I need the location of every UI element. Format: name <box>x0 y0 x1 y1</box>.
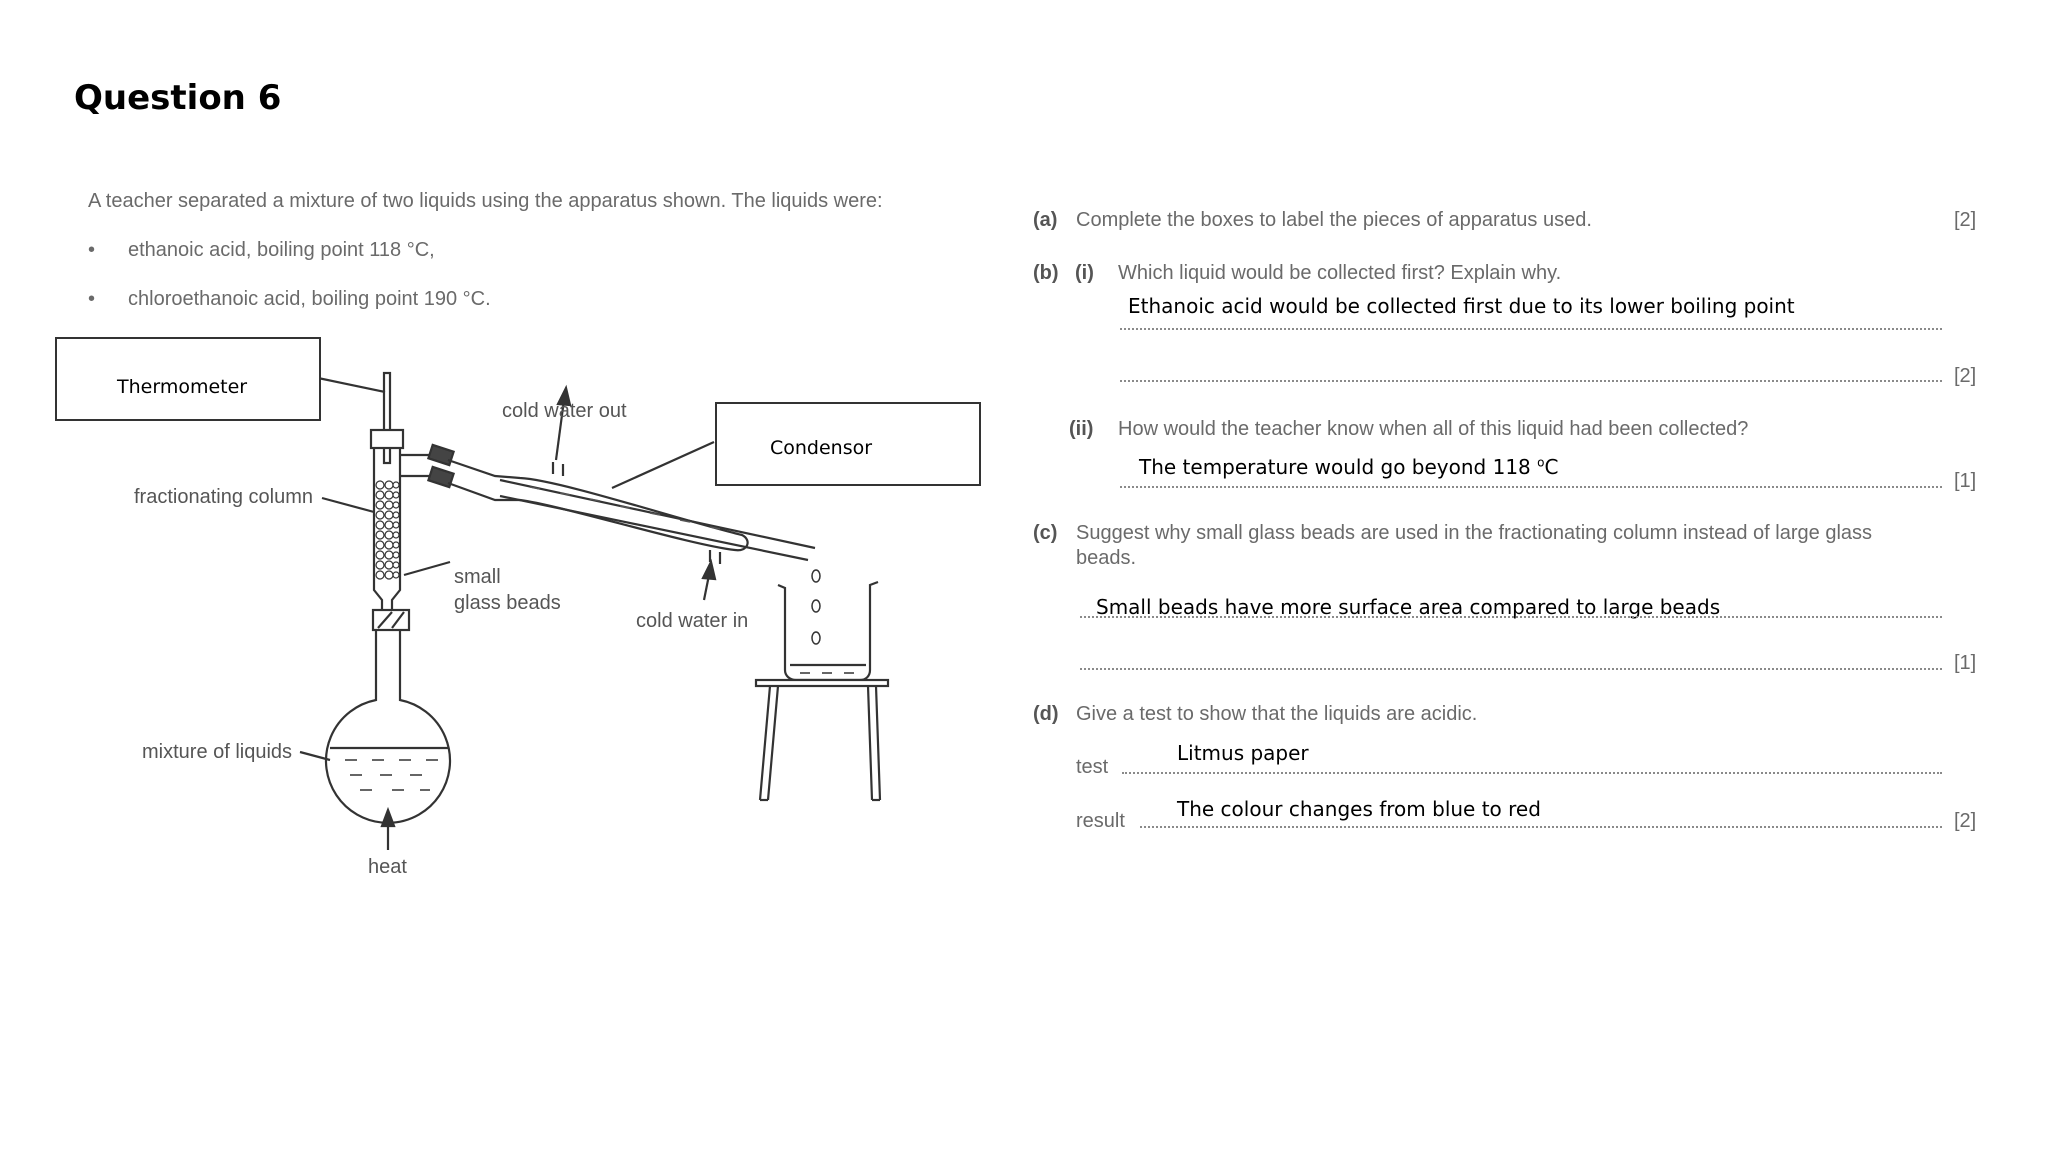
question-c-text-line1: Suggest why small glass beads are used in the fractionating column instead of large glass <box>1076 522 1873 544</box>
question-a-marks: [2] <box>1954 209 1977 231</box>
answer-b-ii-text: The temperature would go beyond 118 <box>1139 455 1538 479</box>
answer-d-test[interactable]: Litmus paper <box>1177 741 1309 765</box>
question-a-text: Complete the boxes to label the pieces of apparatus used. <box>1076 209 1592 231</box>
question-a-letter: (a) <box>1033 209 1058 231</box>
intro-text: A teacher separated a mixture of two liquids using the apparatus shown. The liquids were: <box>88 190 883 212</box>
condensor-answer: Condensor <box>770 437 873 459</box>
bullet-dot-2: • <box>88 288 96 310</box>
answer-c[interactable]: Small beads have more surface area compared to large beads <box>1096 595 1721 619</box>
label-cold-water-in: cold water in <box>636 610 749 632</box>
question-d-letter: (d) <box>1033 703 1059 725</box>
label-small: small <box>454 566 501 588</box>
label-mixture-of-liquids: mixture of liquids <box>142 741 293 763</box>
label-heat: heat <box>368 856 407 878</box>
label-glass-beads: glass beads <box>454 592 561 614</box>
answer-line-d-test <box>1122 772 1942 774</box>
question-d-marks: [2] <box>1954 810 1977 832</box>
question-b-i-text: Which liquid would be collected first? Explain why. <box>1118 262 1562 284</box>
answer-d-result[interactable]: The colour changes from blue to red <box>1177 797 1541 821</box>
answer-line-b-i-2 <box>1120 380 1942 382</box>
answer-line-c-2 <box>1080 668 1942 670</box>
question-d-test-label: test <box>1076 756 1109 778</box>
thermometer-answer-box[interactable] <box>55 337 321 421</box>
answer-b-i[interactable]: Ethanoic acid would be collected first due to its lower boiling point <box>1128 294 1795 318</box>
answer-line-b-ii <box>1120 486 1942 488</box>
question-b-ii-marks: [1] <box>1954 470 1977 492</box>
bullet-ethanoic-acid: ethanoic acid, boiling point 118 °C, <box>128 239 435 261</box>
question-d-result-label: result <box>1076 810 1125 832</box>
question-c-text-line2: beads. <box>1076 547 1137 569</box>
page-title: Question 6 <box>74 78 282 118</box>
condensor-answer-box[interactable] <box>715 402 981 486</box>
bullet-dot-1: • <box>88 239 96 261</box>
answer-b-ii-unit: C <box>1544 455 1559 479</box>
answer-line-b-i-1 <box>1120 328 1942 330</box>
answer-line-d-result <box>1140 826 1942 828</box>
answer-b-ii-degree: o <box>1537 455 1545 470</box>
bullet-chloroethanoic-acid: chloroethanoic acid, boiling point 190 °C. <box>128 288 491 310</box>
question-d-text: Give a test to show that the liquids are acidic. <box>1076 703 1478 725</box>
label-fractionating-column: fractionating column <box>134 486 313 508</box>
question-b-i-roman: (i) <box>1075 262 1094 284</box>
thermometer-answer: Thermometer <box>117 376 248 398</box>
answer-line-c-1 <box>1080 616 1942 618</box>
label-cold-water-out: cold water out <box>502 400 627 422</box>
question-b-ii-roman: (ii) <box>1069 418 1094 440</box>
question-b-i-marks: [2] <box>1954 365 1977 387</box>
question-c-letter: (c) <box>1033 522 1058 544</box>
question-b-letter: (b) <box>1033 262 1059 284</box>
answer-b-ii[interactable] <box>1139 455 1558 479</box>
question-b-ii-text: How would the teacher know when all of this liquid had been collected? <box>1118 418 1749 440</box>
question-c-marks: [1] <box>1954 652 1977 674</box>
